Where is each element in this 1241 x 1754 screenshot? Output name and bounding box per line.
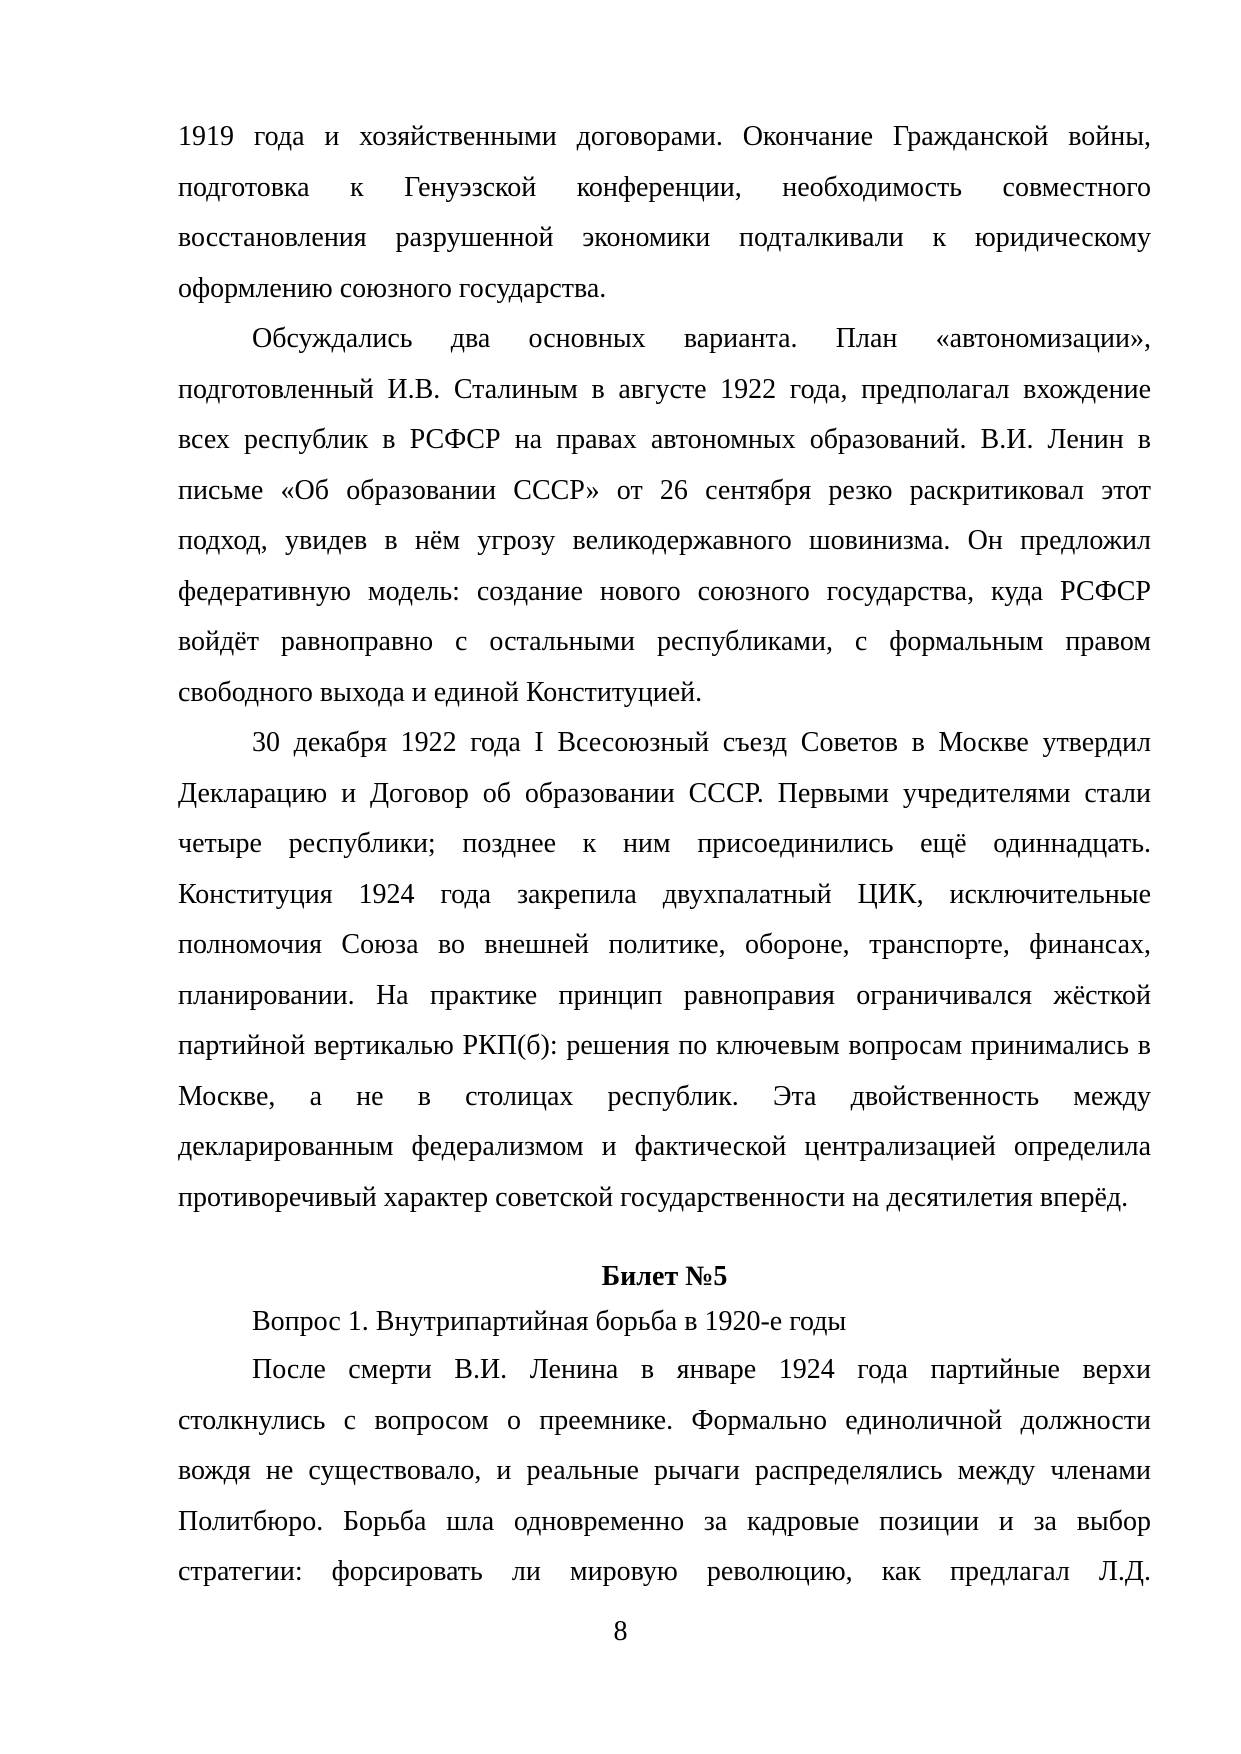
ticket-heading: Билет №5 <box>601 1261 728 1292</box>
paragraph-2: Обсуждались два основных варианта. План «автономизации», подготовленный И.В. Сталиным в августе 1922 года, предполагал вхождение всех республик в РСФСР на правах автономных образований. В.И. Ленин в письме «Об образовании СССР» от 26 сентября резко раскритиковал этот подход, увидев в нём угрозу великодержавного шовинизма. Он предложил федеративную модель: создание нового союзного государства, куда РСФСР войдёт равноправно с остальными республиками, с формальным правом свободного выхода и единой Конституцией. <box>178 323 1151 708</box>
paragraph-1: 1919 года и хозяйственными договорами. Окончание Гражданской войны, подготовка к Генуэзской конференции, необходимость совместного восстановления разрушенной экономики подталкивали к юридическому оформлению союзного государства. <box>178 121 1151 304</box>
body-text <box>178 112 1151 1598</box>
question-title: Вопрос 1. Внутрипартийная борьба в 1920-е годы <box>252 1306 847 1337</box>
paragraph-4: После смерти В.И. Ленина в январе 1924 года партийные верхи столкнулись с вопросом о преемнике. Формально единоличной должности вождя не существовало, и реальные рычаги распределялись между членами Политбюро. Борьба шла одновременно за кадровые позиции и за выбор стратегии: форсировать ли мировую революцию, как предлагал Л.Д. <box>178 1354 1151 1587</box>
page-number: 8 <box>613 1616 628 1647</box>
paragraph-3: 30 декабря 1922 года I Всесоюзный съезд Советов в Москве утвердил Декларацию и Договор об образовании СССР. Первыми учредителями стали четыре республики; позднее к ним присоединились ещё одиннадцать. Конституция 1924 года закрепила двухпалатный ЦИК, исключительные полномочия Союза во внешней политике, обороне, транспорте, финансах, планировании. На практике принцип равноправия ограничивался жёсткой партийной вертикалью РКП(б): решения по ключевым вопросам принимались в Москве, а не в столицах республик. Эта двойственность между декларированным федерализмом и фактической централизацией определила противоречивый характер советской государственности на десятилетия вперёд. <box>178 727 1151 1213</box>
